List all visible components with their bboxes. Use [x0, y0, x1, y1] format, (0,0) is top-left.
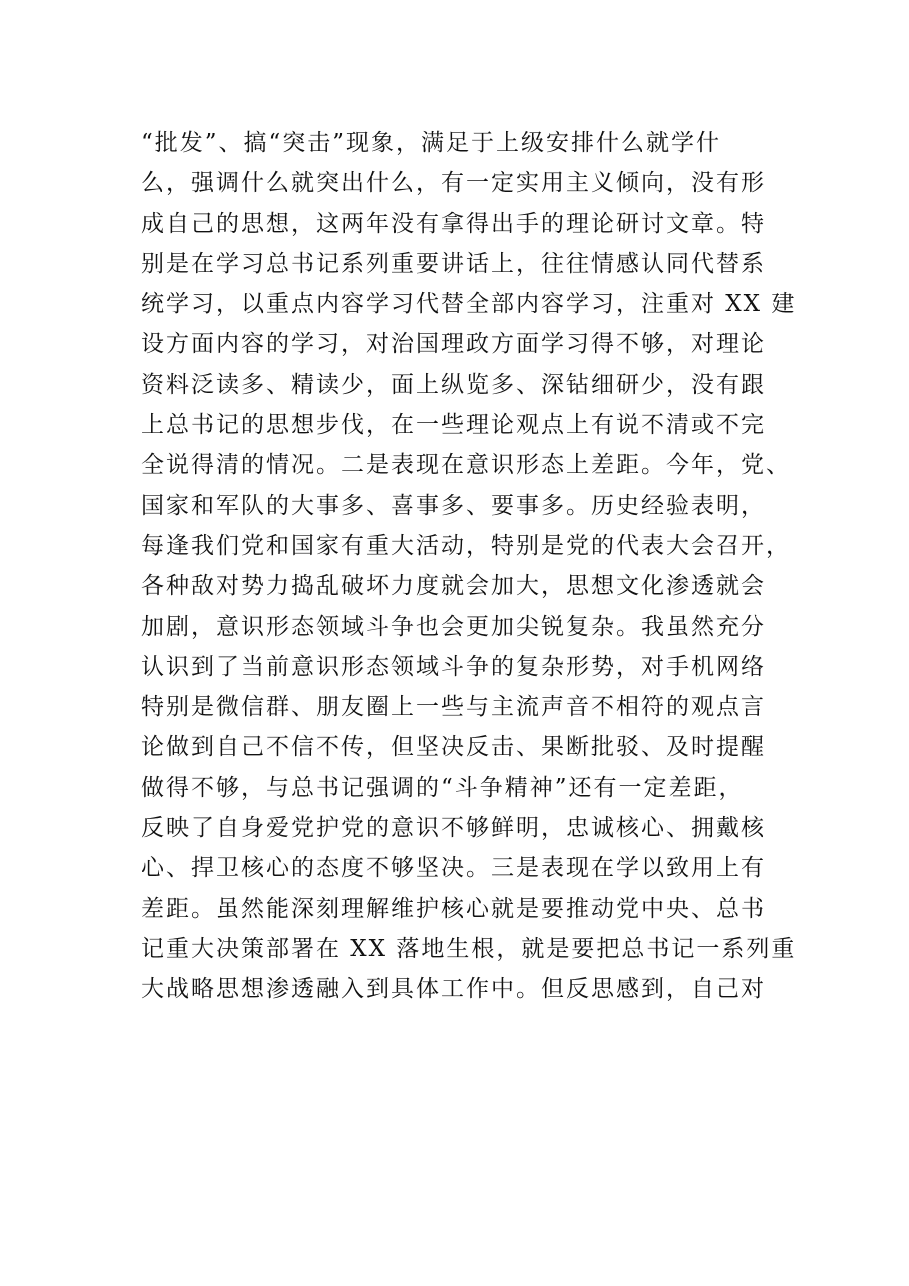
text-line: “批发”、搞“突击”现象，满足于上级安排什么就学什	[141, 130, 722, 156]
text-line: 特别是微信群、朋友圈上一些与主流声音不相符的观点言	[141, 694, 766, 721]
text-line: 上总书记的思想步伐，在一些理论观点上有说不清或不完	[141, 412, 766, 439]
text-line: 大战略思想渗透融入到具体工作中。但反思感到，自己对	[141, 976, 766, 1003]
text-line: 设方面内容的学习，对治国理政方面学习得不够，对理论	[141, 331, 766, 358]
text-line: 差距。虽然能深刻理解维护核心就是要推动党中央、总书	[141, 895, 766, 922]
text-line: 别是在学习总书记系列重要讲话上，往往情感认同代替系	[141, 250, 766, 277]
text-line: 各种敌对势力捣乱破坏力度就会加大，思想文化渗透就会	[141, 573, 766, 600]
text-line: 国家和军队的大事多、喜事多、要事多。历史经验表明，	[141, 492, 766, 519]
text-line: 做得不够，与总书记强调的“斗争精神”还有一定差距，	[141, 774, 744, 801]
text-line: 记重大决策部署在 XX 落地生根，就是要把总书记一系列重	[141, 935, 797, 962]
text-line: 反映了自身爱党护党的意识不够鲜明，忠诚核心、拥戴核	[141, 815, 766, 842]
text-line: 加剧，意识形态领域斗争也会更加尖锐复杂。我虽然充分	[141, 613, 766, 640]
text-line: 资料泛读多、精读少，面上纵览多、深钻细研少，没有跟	[141, 371, 766, 398]
text-line: 每逢我们党和国家有重大活动，特别是党的代表大会召开，	[141, 532, 791, 559]
text-line: 成自己的思想，这两年没有拿得出手的理论研讨文章。特	[141, 210, 766, 237]
text-line: 心、捍卫核心的态度不够坚决。三是表现在学以致用上有	[141, 855, 766, 882]
text-line: 认识到了当前意识形态领域斗争的复杂形势，对手机网络	[141, 653, 766, 680]
text-line: 么，强调什么就突出什么，有一定实用主义倾向，没有形	[141, 170, 766, 197]
text-line: 统学习，以重点内容学习代替全部内容学习，注重对 XX 建	[141, 291, 797, 318]
text-line: 论做到自己不信不传，但坚决反击、果断批驳、及时提醒	[141, 734, 766, 761]
body-text	[141, 123, 797, 1010]
text-line: 全说得清的情况。二是表现在意识形态上差距。今年，党、	[141, 452, 791, 479]
